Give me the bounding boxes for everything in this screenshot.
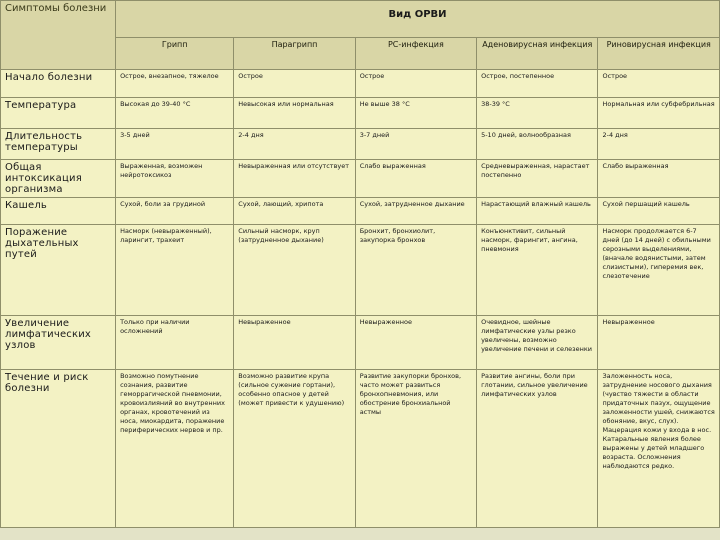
- table-cell: Не выше 38 °С: [355, 98, 476, 129]
- row-label: Увеличение лимфатических узлов: [1, 316, 116, 370]
- table-cell: Возможно помутнение сознания, развитие геморрагической пневмонии, кровоизлияний во внутренних органах, кровотечений из носа, миокардита, поражение периферических нервов и пр.: [116, 370, 234, 528]
- table-cell: Сухой першащий кашель: [598, 198, 720, 225]
- table-cell: Острое, внезапное, тяжелое: [116, 70, 234, 98]
- table-cell: Сухой, затрудненное дыхание: [355, 198, 476, 225]
- table-cell: Острое, постепенное: [477, 70, 598, 98]
- table-row: [1, 225, 720, 316]
- type-header: Грипп: [116, 38, 234, 70]
- table-cell: 5-10 дней, волнообразная: [477, 129, 598, 160]
- table-cell: Только при наличии осложнений: [116, 316, 234, 370]
- type-header: Аденовирусная инфекция: [477, 38, 598, 70]
- table-cell: Развитие закупорки бронхов, часто может развиться бронхопневмония, или обострение бронхиальной астмы: [355, 370, 476, 528]
- table-row: [1, 198, 720, 225]
- table-cell: Насморк (невыраженный), ларингит, трахеит: [116, 225, 234, 316]
- table-cell: Конъюнктивит, сильный насморк, фарингит, ангина, пневмония: [477, 225, 598, 316]
- row-label: Начало болезни: [1, 70, 116, 98]
- table-cell: Невыраженное: [234, 316, 355, 370]
- table-cell: Невыраженная или отсутствует: [234, 160, 355, 198]
- table-cell: Невыраженное: [598, 316, 720, 370]
- table-cell: Слабо выраженная: [598, 160, 720, 198]
- table-row: [1, 70, 720, 98]
- table-cell: Очевидное, шейные лимфатические узлы резко увеличены, возможно увеличение печени и селезенки: [477, 316, 598, 370]
- symptoms-header: Симптомы болезни: [5, 3, 107, 14]
- table-cell: Сильный насморк, круп (затрудненное дыхание): [234, 225, 355, 316]
- table-cell: Заложенность носа, затруднение носового дыхания (чувство тяжести в области придаточных пазух, ощущение заложенности ушей, снижаются обоняние, вкус, слух). Мацерация кожи у входа в нос. Катаральные явления более выражены у детей младшего возраста. Осложнения наблюдаются редко.: [598, 370, 720, 528]
- table-cell: Невысокая или нормальная: [234, 98, 355, 129]
- table-row: [1, 370, 720, 528]
- table-row: [1, 316, 720, 370]
- table-row: [1, 98, 720, 129]
- table-cell: Сухой, лающий, хрипота: [234, 198, 355, 225]
- table-cell: Выраженная, возможен нейротоксикоз: [116, 160, 234, 198]
- table-row: [1, 129, 720, 160]
- row-label: Поражение дыхательных путей: [1, 225, 116, 316]
- table-cell: Средневыраженная, нарастает постепенно: [477, 160, 598, 198]
- table-cell: Насморк продолжается 6-7 дней (до 14 дней) с обильными серозными выделениями, (вначале водянистыми, затем слизистыми), гиперемия век, слезотечение: [598, 225, 720, 316]
- table-cell: 2-4 дня: [598, 129, 720, 160]
- table-cell: Развитие ангины, боли при глотании, сильное увеличение лимфатических узлов: [477, 370, 598, 528]
- table-cell: Нормальная или субфебрильная: [598, 98, 720, 129]
- table-cell: Бронхит, бронхиолит, закупорка бронхов: [355, 225, 476, 316]
- type-header: PC-инфекция: [355, 38, 476, 70]
- table-cell: 3-5 дней: [116, 129, 234, 160]
- table-cell: Невыраженное: [355, 316, 476, 370]
- row-label: Температура: [1, 98, 116, 129]
- table-cell: Высокая до 39-40 °С: [116, 98, 234, 129]
- row-label: Кашель: [1, 198, 116, 225]
- row-label: Общая интоксикация организма: [1, 160, 116, 198]
- table-cell: 2-4 дня: [234, 129, 355, 160]
- row-label: Длительность температуры: [1, 129, 116, 160]
- table-cell: Острое: [355, 70, 476, 98]
- type-header: Парагрипп: [234, 38, 355, 70]
- table-row: [1, 160, 720, 198]
- table-cell: Нарастающий влажный кашель: [477, 198, 598, 225]
- table-cell: Острое: [598, 70, 720, 98]
- table-cell: 3-7 дней: [355, 129, 476, 160]
- symptoms-header-cell: [1, 1, 116, 70]
- type-header: Риновирусная инфекция: [598, 38, 720, 70]
- title-row: [1, 1, 720, 38]
- orvi-type-header: Вид ОРВИ: [116, 1, 720, 38]
- table-cell: Возможно развитие крупа (сильное сужение гортани), особенно опасное у детей (может привести к удушению): [234, 370, 355, 528]
- table-cell: 38-39 °С: [477, 98, 598, 129]
- row-label: Течение и риск болезни: [1, 370, 116, 528]
- table-cell: Острое: [234, 70, 355, 98]
- table-cell: Слабо выраженная: [355, 160, 476, 198]
- table-cell: Сухой, боли за грудиной: [116, 198, 234, 225]
